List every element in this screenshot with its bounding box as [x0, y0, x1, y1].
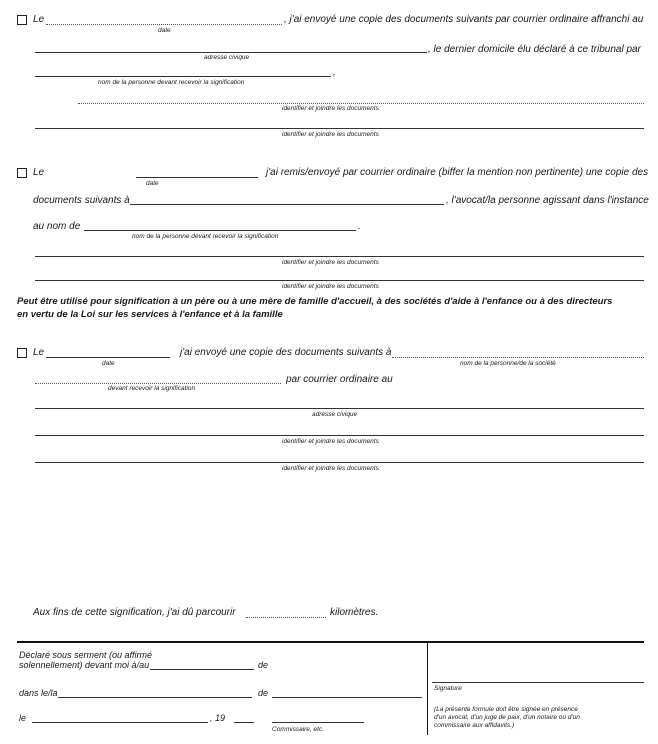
kilometres-blank[interactable]	[246, 617, 326, 618]
section2-remis-text: j'ai remis/envoyé par courrier ordinaire (biffer la mention non pertinente) une copie des	[266, 167, 649, 178]
footer-divider	[427, 643, 428, 735]
section1-date-caption: date	[158, 27, 171, 34]
section1-adresse-caption: adresse civique	[204, 54, 250, 61]
section3-le: Le	[33, 347, 45, 358]
section2-docs-blank-1[interactable]	[35, 256, 644, 257]
section2-name-blank[interactable]	[84, 230, 356, 231]
section3-identifier-caption-1: identifier et joindre les documents	[282, 438, 379, 445]
section3-docs-blank-2[interactable]	[35, 462, 644, 463]
section3-adresse-caption: adresse civique	[312, 411, 358, 418]
section1-address-blank[interactable]	[35, 52, 427, 53]
footer-le: le	[19, 713, 27, 723]
section1-envoye-text: , j'ai envoyé une copie des documents suivants par courrier ordinaire affranchi au	[284, 14, 644, 25]
footer-dans-blank[interactable]	[58, 697, 252, 698]
section2-docs-blank-2[interactable]	[35, 280, 644, 281]
section3-envoye-text: j'ai envoyé une copie des documents suivants à	[180, 347, 392, 358]
section1-name-blank[interactable]	[35, 76, 331, 77]
section2-docs-text: documents suivants à	[33, 195, 130, 206]
section1-identifier-caption-2: identifier et joindre les documents	[282, 131, 379, 138]
section1-docs-blank-2[interactable]	[35, 128, 644, 129]
notice-line-2: en vertu de la Loi sur les services à l'enfance et à la famille	[17, 309, 283, 320]
section3-recipient-blank[interactable]	[392, 357, 644, 358]
section1-le: Le	[33, 14, 45, 25]
section1-docs-blank-1[interactable]	[78, 103, 644, 104]
section3-identifier-caption-2: identifier et joindre les documents	[282, 465, 379, 472]
footer-de-1: de	[258, 660, 269, 670]
footer-signature-caption: Signature	[434, 685, 462, 692]
section3-docs-blank-1[interactable]	[35, 435, 644, 436]
section2-le: Le	[33, 167, 45, 178]
section1-domicile-text: , le dernier domicile élu déclaré à ce tribunal par	[428, 44, 641, 55]
section1-checkbox[interactable]	[17, 15, 27, 25]
notice-line-1: Peut être utilisé pour signification à un père ou à une mère de famille d'accueil, à des sociétés d'aide à l'enfance ou à des directeurs	[17, 296, 613, 307]
section3-checkbox[interactable]	[17, 348, 27, 358]
section2-recipient-blank[interactable]	[130, 204, 444, 205]
section3-nom-societe-caption: nom de la personne/de la société	[460, 360, 556, 367]
section3-address-blank[interactable]	[35, 408, 644, 409]
section2-au-nom-text: au nom de	[33, 221, 81, 232]
footer-note-3: commissaire aux affidavits.)	[434, 722, 515, 729]
footer-declare-1: Déclaré sous serment (ou affirmé	[19, 650, 153, 660]
footer-commissaire-blank[interactable]	[272, 722, 364, 723]
footer-date-blank[interactable]	[32, 722, 208, 723]
footer-signature-blank[interactable]	[432, 682, 644, 683]
footer-annee: , 19	[210, 713, 226, 723]
footer-declare-2: solennellement) devant moi à/au	[19, 660, 150, 670]
section2-avocat-text: , l'avocat/la personne agissant dans l'instance	[446, 195, 649, 206]
section3-date-caption: date	[102, 360, 115, 367]
section2-identifier-caption-2: identifier et joindre les documents	[282, 283, 379, 290]
section1-date-blank[interactable]	[46, 24, 282, 25]
section3-date-blank[interactable]	[46, 357, 170, 358]
section2-date-blank[interactable]	[136, 177, 258, 178]
section2-checkbox[interactable]	[17, 168, 27, 178]
kilometres-suffix: kilomètres.	[330, 607, 379, 618]
section1-identifier-caption-1: identifier et joindre les documents	[282, 105, 379, 112]
section1-nom-caption: nom de la personne devant recevoir la signification	[98, 79, 245, 86]
section2-nom-caption: nom de la personne devant recevoir la signification	[132, 233, 279, 240]
footer-de-2: de	[258, 688, 269, 698]
section3-devant-caption: devant recevoir la signification	[108, 385, 196, 392]
kilometres-prefix: Aux fins de cette signification, j'ai dû parcourir	[33, 607, 236, 618]
section3-par-courrier-text: par courrier ordinaire au	[286, 374, 393, 385]
section3-recipient-blank-2[interactable]	[35, 383, 281, 384]
section2-identifier-caption-1: identifier et joindre les documents	[282, 259, 379, 266]
footer-annee-blank[interactable]	[234, 722, 254, 723]
footer-commissaire-caption: Commissaire, etc.	[272, 726, 325, 733]
footer-note-1: (La présente formule doit être signée en présence	[434, 706, 578, 713]
footer-top-rule	[17, 641, 644, 643]
footer-dans: dans le/la	[19, 688, 58, 698]
footer-note-2: d'un avocat, d'un juge de paix, d'un notaire ou d'un	[434, 714, 580, 721]
footer-de-blank[interactable]	[272, 697, 422, 698]
section2-date-caption: date	[146, 180, 159, 187]
footer-lieu-blank[interactable]	[150, 669, 254, 670]
